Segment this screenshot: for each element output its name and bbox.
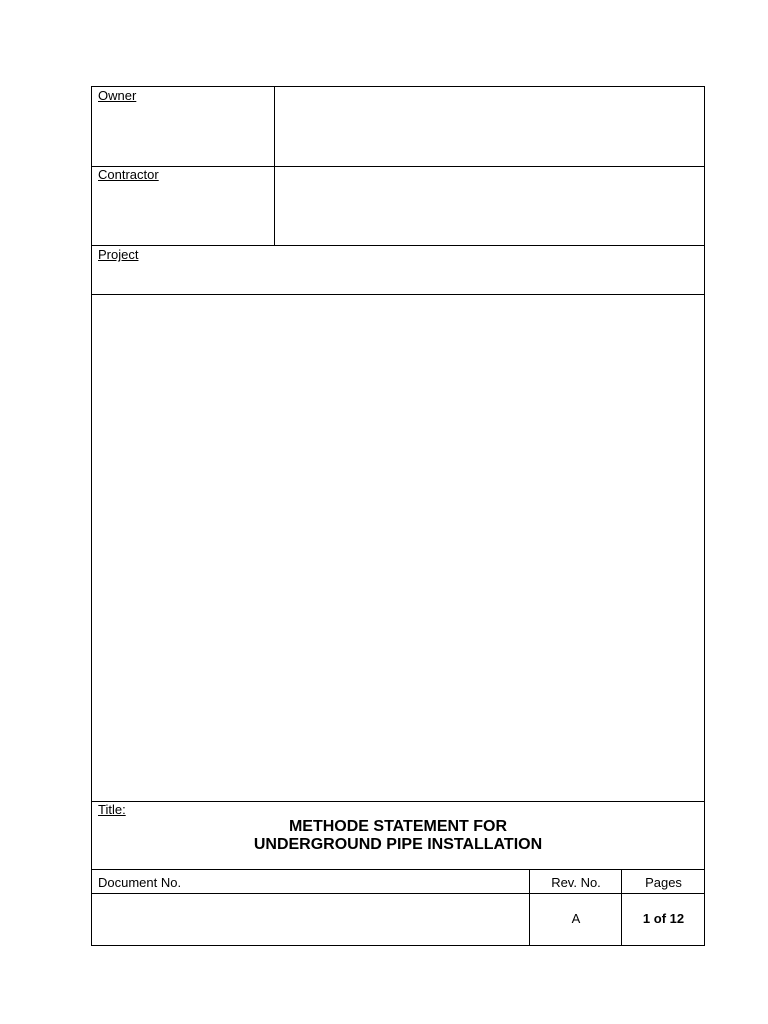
header-column-divider	[274, 87, 275, 245]
document-title-line-2: UNDERGROUND PIPE INSTALLATION	[253, 836, 543, 853]
pages-label: Pages	[645, 875, 682, 890]
rev-no-value: A	[571, 911, 581, 926]
rev-no-label: Rev. No.	[551, 875, 601, 890]
doc-header-divider	[92, 893, 704, 894]
contractor-label: Contractor	[98, 167, 159, 182]
pages-column-divider	[621, 869, 622, 945]
cover-sheet	[91, 86, 705, 946]
contractor-divider	[92, 245, 704, 246]
owner-label: Owner	[98, 88, 137, 103]
owner-divider	[92, 166, 704, 167]
blank-content-area	[92, 295, 704, 801]
document-title-line-1: METHODE STATEMENT FOR	[288, 818, 508, 835]
document-no-label: Document No.	[98, 875, 182, 890]
rev-column-divider	[529, 869, 530, 945]
project-label: Project	[98, 247, 139, 262]
title-bottom-divider	[92, 869, 704, 870]
pages-value: 1 of 12	[642, 911, 685, 926]
title-label: Title:	[98, 802, 126, 817]
title-top-divider	[92, 801, 704, 802]
